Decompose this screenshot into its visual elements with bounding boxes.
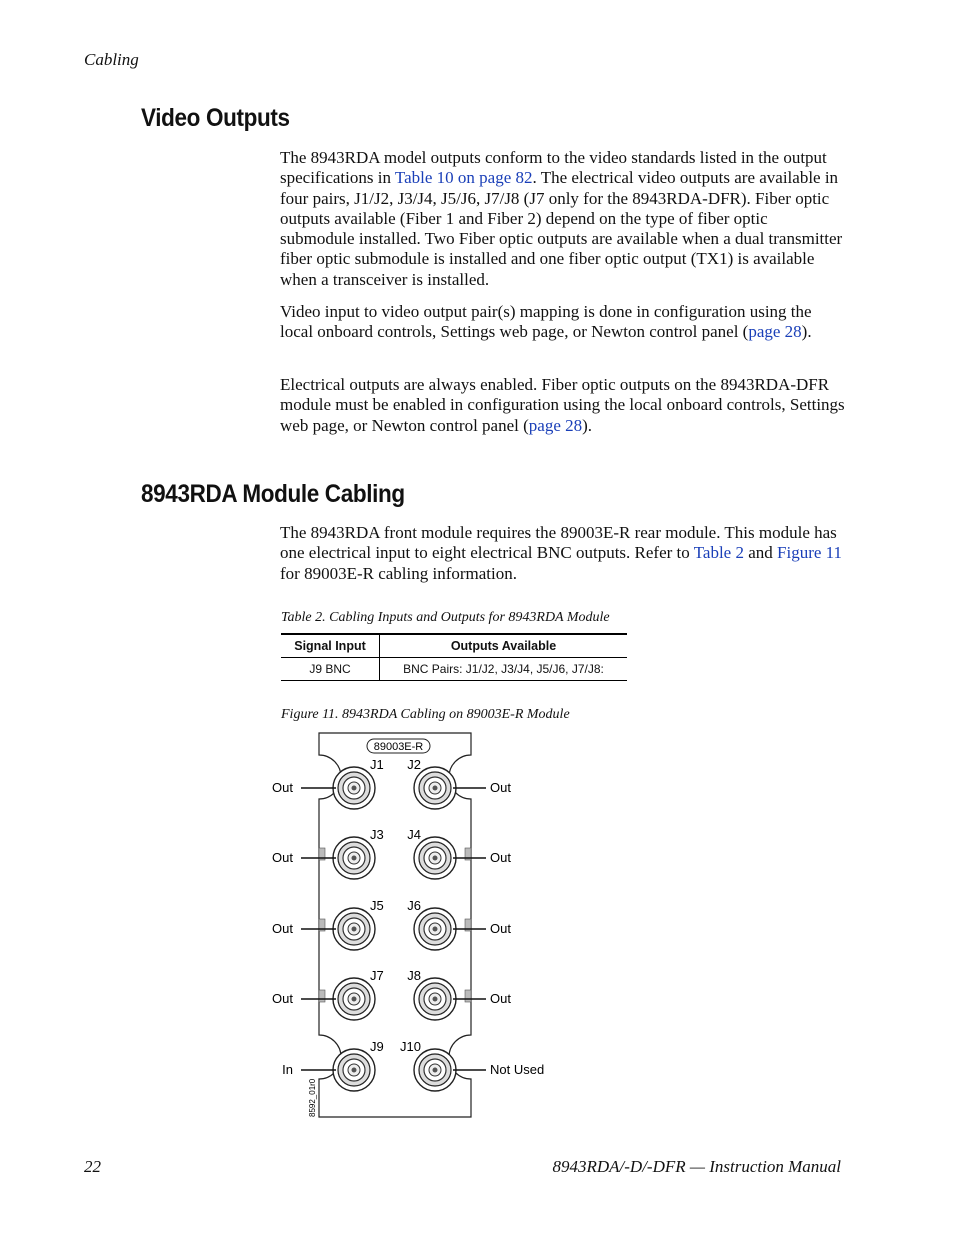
module-tab	[319, 990, 325, 1002]
video-outputs-paragraph-1: The 8943RDA model outputs conform to the video standards listed in the output specifications in Table 10 on page 82. The electrical video outputs are available in four pairs, J1/J2, J3/J4, J5/J6, J7/J8 (J7 only for the 8943RDA-DFR). Fiber optic outputs available (Fiber 1 and Fiber 2) depend on the type of fiber optic submodule installed. Two Fiber optic outputs are available when a dual transmitter fiber optic submodule is installed and one fiber optic output (TX1) is available when a transceiver is installed.	[280, 148, 843, 289]
connector-label: J4	[407, 827, 421, 842]
bnc-connector-j10-pin	[433, 1068, 438, 1073]
table-header-cell: Signal Input	[281, 634, 380, 658]
port-label-left: Out	[272, 991, 293, 1006]
table-header-cell: Outputs Available	[380, 634, 628, 658]
heading-video-outputs: Video Outputs	[141, 104, 290, 132]
port-label-right: Not Used	[490, 1062, 545, 1077]
connector-label: J2	[407, 757, 421, 772]
connector-label: J1	[370, 757, 384, 772]
port-label-right: Out	[490, 850, 511, 865]
connector-label: J6	[407, 898, 421, 913]
table-cell: BNC Pairs: J1/J2, J3/J4, J5/J6, J7/J8:	[380, 658, 628, 681]
video-outputs-paragraph-3: Electrical outputs are always enabled. Fiber optic outputs on the 8943RDA-DFR module must be enabled in configuration using the local onboard controls, Settings web page, or Newton control panel (page 28).	[280, 375, 845, 435]
link-figure-11[interactable]: Figure 11	[777, 543, 843, 563]
page-number: 22	[84, 1157, 101, 1176]
port-label-left: Out	[272, 780, 293, 795]
bnc-connector-j4-pin	[433, 856, 438, 861]
port-label-right: Out	[490, 921, 511, 936]
video-outputs-paragraph-2: Video input to video output pair(s) mapping is done in configuration using the local onboard controls, Settings web page, or Newton control panel (page 28).	[280, 302, 812, 342]
manual-title: 8943RDA/-D/-DFR — Instruction Manual	[552, 1157, 841, 1176]
table-caption: Table 2. Cabling Inputs and Outputs for 8943RDA Module	[281, 610, 610, 625]
link-table-10[interactable]: Table 10 on page 82	[394, 168, 533, 188]
table-cell: J9 BNC	[281, 658, 380, 681]
connector-label: J9	[370, 1039, 384, 1054]
figure-caption: Figure 11. 8943RDA Cabling on 89003E-R Module	[281, 707, 570, 722]
link-table-2[interactable]: Table 2	[693, 543, 744, 563]
module-label: 89003E-R	[373, 741, 424, 753]
cabling-paragraph: The 8943RDA front module requires the 89003E-R rear module. This module has one electrical input to eight electrical BNC outputs. Refer to Table 2 and Figure 11 for 89003E-R cabling information.	[280, 523, 843, 583]
drawing-id: 8592_01r0	[308, 1078, 317, 1117]
bnc-connector-j9-pin	[352, 1068, 357, 1073]
module-tab	[465, 990, 471, 1002]
running-header: Cabling	[84, 50, 139, 69]
port-label-right: Out	[490, 991, 511, 1006]
link-page-28[interactable]: page 28	[748, 322, 802, 342]
connector-label: J10	[400, 1039, 421, 1054]
bnc-connector-j1-pin	[352, 786, 357, 791]
port-label-left: Out	[272, 850, 293, 865]
port-label-left: In	[282, 1062, 293, 1077]
port-label-right: Out	[490, 780, 511, 795]
port-label-left: Out	[272, 921, 293, 936]
link-page-28-second[interactable]: page 28	[528, 415, 583, 435]
bnc-connector-j3-pin	[352, 856, 357, 861]
bnc-connector-j5-pin	[352, 927, 357, 932]
connector-label: J3	[370, 827, 384, 842]
heading-module-cabling: 8943RDA Module Cabling	[141, 480, 405, 508]
bnc-connector-j8-pin	[433, 997, 438, 1002]
connector-label: J5	[370, 898, 384, 913]
connector-label: J8	[407, 968, 421, 983]
connector-label: J7	[370, 968, 384, 983]
bnc-connector-j2-pin	[433, 786, 438, 791]
bnc-connector-j6-pin	[433, 927, 438, 932]
bnc-connector-j7-pin	[352, 997, 357, 1002]
